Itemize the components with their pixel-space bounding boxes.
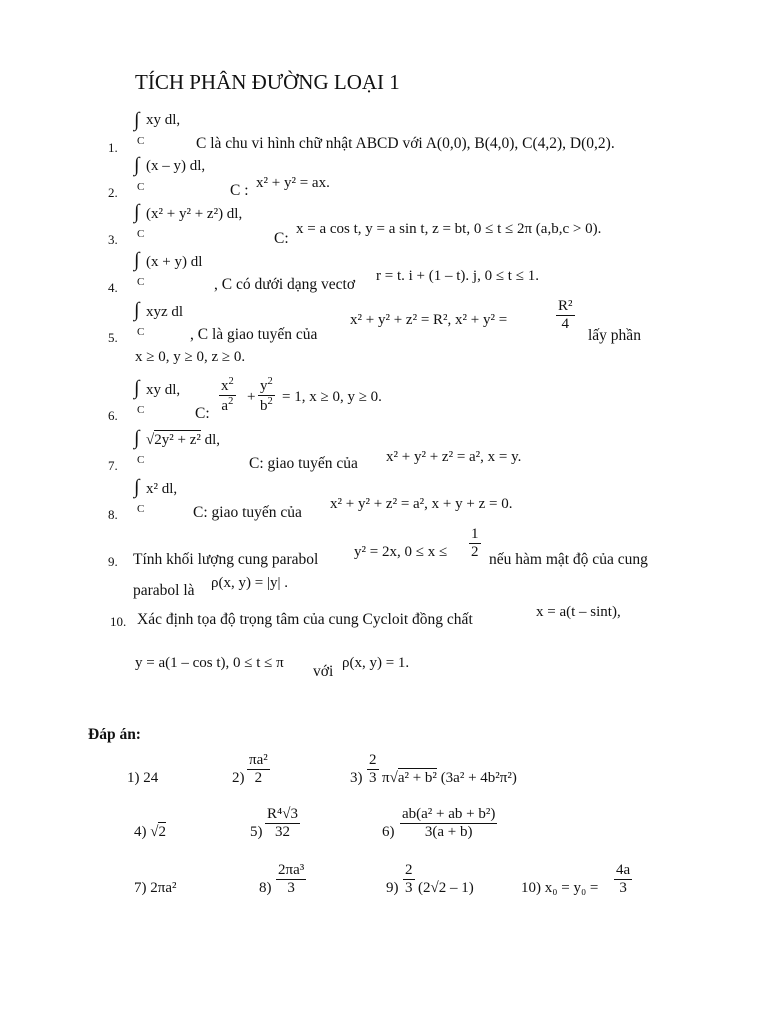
contour-label: C bbox=[137, 228, 145, 240]
integral-sign: ∫ bbox=[134, 154, 140, 176]
answer-label: 6) bbox=[382, 824, 395, 840]
answer-6-fraction bbox=[400, 806, 497, 842]
integrand: (x + y) dl bbox=[146, 254, 203, 270]
problem-text: C: giao tuyến của bbox=[249, 455, 358, 472]
problem-number: 8. bbox=[108, 507, 118, 522]
answer-9-fraction bbox=[403, 862, 415, 898]
fraction-numerator: ab(a² + ab + b²) bbox=[400, 806, 497, 824]
integrand: (x² + y² + z²) dl, bbox=[146, 206, 243, 222]
fraction-denominator: 3 bbox=[287, 880, 295, 897]
answer-10 bbox=[521, 880, 598, 897]
answer-label: 8) bbox=[259, 880, 272, 896]
page-title: TÍCH PHÂN ĐƯỜNG LOẠI 1 bbox=[135, 70, 400, 94]
answer-value: x₀ = y₀ = bbox=[544, 880, 599, 896]
answer-label: 1) bbox=[127, 770, 140, 786]
pi-symbol: π bbox=[382, 770, 390, 786]
answer-3-fraction bbox=[367, 752, 379, 788]
problem-number: 7. bbox=[108, 458, 118, 473]
integrand: xy dl, bbox=[146, 112, 181, 128]
fraction-numerator: 2 bbox=[367, 752, 379, 770]
plus-sign: + bbox=[247, 389, 256, 405]
answer-4: 4) √2 bbox=[134, 824, 166, 840]
integral-sign: ∫ bbox=[134, 476, 140, 498]
problem-text: , C có dưới dạng vectơ bbox=[214, 276, 356, 293]
fraction-denominator: 32 bbox=[274, 824, 290, 841]
problem-text: , C là giao tuyến của bbox=[190, 326, 318, 343]
answer-value: 2πa² bbox=[150, 880, 177, 896]
fraction-y bbox=[258, 376, 275, 416]
fraction-denominator: 2 bbox=[254, 770, 263, 787]
problem-formula2: ρ(x, y) = 1. bbox=[342, 655, 410, 671]
fraction-numerator: 2 bbox=[403, 862, 415, 880]
problem-number: 10. bbox=[110, 614, 127, 629]
answer-label: 3) bbox=[350, 770, 363, 786]
problem-formula: y² = 2x, 0 ≤ x ≤ bbox=[354, 544, 448, 560]
problem-number: 6. bbox=[108, 408, 118, 423]
problem-line2: x ≥ 0, y ≥ 0, z ≥ 0. bbox=[135, 349, 246, 365]
answer-5-fraction bbox=[265, 806, 300, 842]
answer-label: 2) bbox=[232, 770, 245, 786]
fraction-denominator: 3(a + b) bbox=[424, 824, 473, 841]
answer-10-fraction bbox=[614, 862, 632, 898]
fraction-denominator: 2 bbox=[471, 544, 479, 561]
problem-line2: parabol là bbox=[133, 582, 195, 599]
problem-number: 4. bbox=[108, 280, 118, 295]
answer-tail: (2√2 – 1) bbox=[418, 880, 474, 896]
radicand: a² + b² bbox=[397, 770, 437, 786]
fraction-denominator: 4 bbox=[561, 316, 569, 333]
problem-number: 2. bbox=[108, 185, 118, 200]
fraction-numerator: 2πa³ bbox=[276, 862, 306, 880]
contour-label: C bbox=[137, 135, 145, 147]
fraction-numerator: 4a bbox=[614, 862, 632, 880]
problem-with: với bbox=[313, 663, 334, 680]
contour-label: C bbox=[137, 404, 145, 416]
problem-text: Tính khối lượng cung parabol bbox=[133, 551, 319, 568]
fraction bbox=[556, 298, 575, 334]
problem-formula: x² + y² + z² = R², x² + y² = bbox=[350, 312, 508, 328]
radicand: 2 bbox=[158, 824, 166, 840]
answer-2-fraction bbox=[247, 752, 270, 788]
integrand-root: √2y² + z² dl, bbox=[146, 432, 221, 448]
problem-tail: lấy phần bbox=[588, 327, 641, 344]
fraction-denominator: $b^2$ bbox=[260, 396, 273, 415]
problem-formula: = 1, x ≥ 0, y ≥ 0. bbox=[282, 389, 382, 405]
integral-sign: ∫ bbox=[134, 427, 140, 449]
answer-label: 10) bbox=[521, 880, 541, 896]
fraction-denominator: 3 bbox=[369, 770, 377, 787]
problem-line2: y = a(1 – cos t), 0 ≤ t ≤ π bbox=[135, 655, 284, 671]
contour-label: C bbox=[137, 503, 145, 515]
problem-formula2: ρ(x, y) = |y| . bbox=[211, 575, 288, 591]
answer-label: 9) bbox=[386, 880, 399, 896]
problem-text: C: bbox=[274, 230, 289, 247]
fraction-numerator: πa² bbox=[247, 752, 270, 770]
integrand: x² dl, bbox=[146, 481, 178, 497]
answer-value: 24 bbox=[143, 770, 159, 786]
problem-text: Xác định tọa độ trọng tâm của cung Cycloit đồng chất bbox=[137, 611, 473, 628]
integral-sign: ∫ bbox=[134, 377, 140, 399]
fraction-denominator: 3 bbox=[619, 880, 627, 897]
integrand: xy dl, bbox=[146, 382, 181, 398]
contour-label: C bbox=[137, 454, 145, 466]
problem-number: 5. bbox=[108, 330, 118, 345]
fraction bbox=[469, 526, 481, 562]
fraction-numerator: $y^2$ bbox=[258, 376, 275, 396]
problem-number: 9. bbox=[108, 554, 118, 569]
problem-formula: x = a cos t, y = a sin t, z = bt, 0 ≤ t ≤ 2π (a,b,c > 0). bbox=[296, 221, 602, 237]
fraction-denominator: 3 bbox=[405, 880, 413, 897]
fraction-numerator: R² bbox=[556, 298, 575, 316]
problem-text: C : bbox=[230, 182, 249, 199]
contour-label: C bbox=[137, 326, 145, 338]
answer-1 bbox=[127, 770, 158, 787]
answer-label: 4) bbox=[134, 824, 147, 840]
integrand: (x – y) dl, bbox=[146, 158, 206, 174]
fraction-denominator: $a^2$ bbox=[221, 396, 234, 415]
problem-formula: r = t. i + (1 – t). j, 0 ≤ t ≤ 1. bbox=[376, 268, 539, 284]
integral-sign: ∫ bbox=[134, 201, 140, 223]
integrand: dl, bbox=[204, 432, 221, 448]
fraction-numerator: R⁴√3 bbox=[265, 806, 300, 824]
radicand: 2y² + z² bbox=[154, 432, 201, 448]
answer-label: 7) bbox=[134, 880, 147, 896]
integrand: xyz dl bbox=[146, 304, 184, 320]
problem-text: C: giao tuyến của bbox=[193, 504, 302, 521]
answer-3-expression: π√a² + b² (3a² + 4b²π²) bbox=[382, 770, 517, 786]
fraction-numerator: 1 bbox=[469, 526, 481, 544]
answer-7 bbox=[134, 880, 176, 897]
problem-formula: x = a(t – sint), bbox=[536, 604, 621, 620]
answers-heading: Đáp án: bbox=[88, 726, 141, 743]
problem-text: C là chu vi hình chữ nhật ABCD với A(0,0), B(4,0), C(4,2), D(0,2). bbox=[196, 135, 615, 152]
problem-formula: x² + y² + z² = a², x + y + z = 0. bbox=[330, 496, 513, 512]
integral-sign: ∫ bbox=[134, 249, 140, 271]
fraction-numerator: $x^2$ bbox=[219, 376, 236, 396]
fraction-x bbox=[219, 376, 236, 416]
answer-tail: (3a² + 4b²π²) bbox=[440, 770, 517, 786]
problem-text: C: bbox=[195, 405, 210, 422]
contour-label: C bbox=[137, 181, 145, 193]
answer-8-fraction bbox=[276, 862, 306, 898]
integral-sign: ∫ bbox=[134, 109, 140, 131]
problem-number: 1. bbox=[108, 140, 118, 155]
problem-formula: x² + y² + z² = a², x = y. bbox=[386, 449, 522, 465]
problem-number: 3. bbox=[108, 232, 118, 247]
problem-tail: nếu hàm mật độ của cung bbox=[489, 551, 648, 568]
problem-formula: x² + y² = ax. bbox=[256, 175, 330, 191]
integral-sign: ∫ bbox=[134, 299, 140, 321]
answer-label: 5) bbox=[250, 824, 263, 840]
contour-label: C bbox=[137, 276, 145, 288]
